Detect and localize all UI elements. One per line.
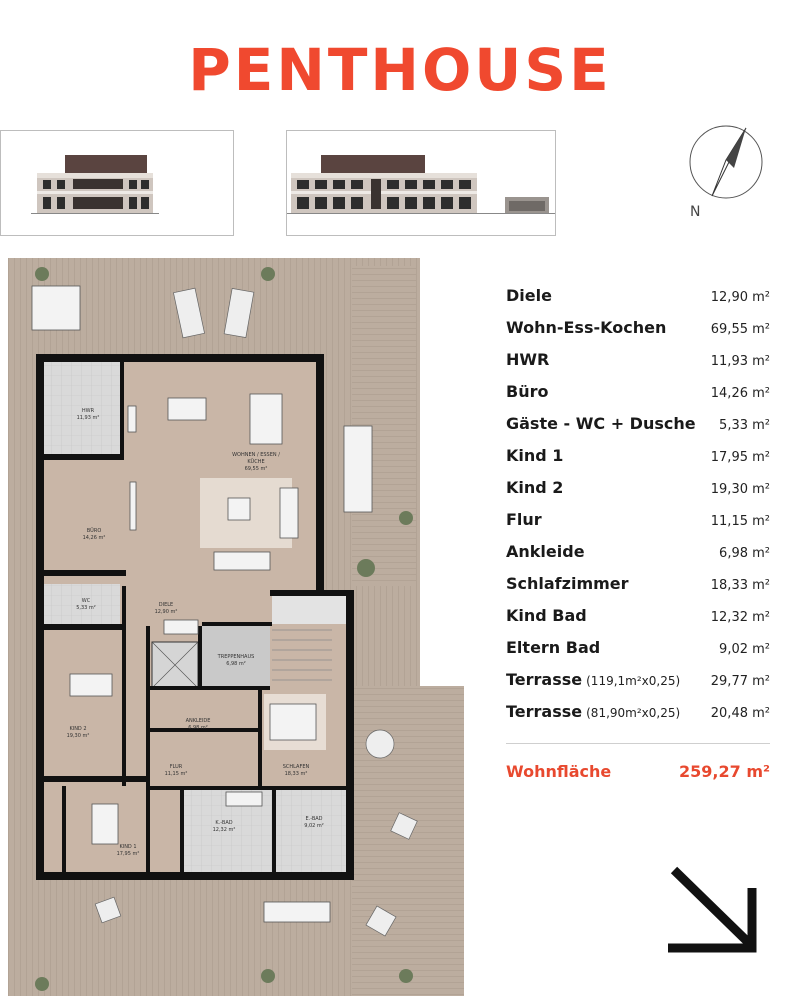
plan-label-wc: WC bbox=[81, 598, 91, 604]
plan-area-kind2: 19,30 m² bbox=[66, 733, 90, 739]
room-label: Kind Bad bbox=[506, 606, 587, 625]
plan-label-kind1: KIND 1 bbox=[119, 844, 137, 850]
plan-area-wc: 5,33 m² bbox=[76, 605, 96, 611]
total-label: Wohnfläche bbox=[506, 762, 612, 781]
arrow-down-right-icon bbox=[664, 862, 768, 958]
room-label: Schlafzimmer bbox=[506, 574, 629, 593]
table-divider bbox=[506, 743, 770, 744]
plan-label-diele: DIELE bbox=[158, 602, 174, 608]
plan-area-schlafen: 18,33 m² bbox=[284, 771, 308, 777]
total-row bbox=[506, 762, 770, 781]
total-value: 259,27 m² bbox=[679, 762, 770, 781]
area-row bbox=[506, 286, 770, 314]
room-area: 12,32 m² bbox=[710, 610, 770, 625]
room-label: Wohn-Ess-Kochen bbox=[506, 318, 667, 337]
plan-label-treppen: TREPPENHAUS bbox=[217, 654, 255, 660]
plan-label-flur: FLUR bbox=[169, 764, 183, 770]
room-area: 19,30 m² bbox=[710, 482, 770, 497]
elevation-view-south bbox=[286, 130, 556, 236]
plan-label-ankleide: ANKLEIDE bbox=[185, 718, 211, 724]
room-area: 12,90 m² bbox=[710, 290, 770, 305]
room-label: Ankleide bbox=[506, 542, 585, 561]
room-area: 29,77 m² bbox=[710, 674, 770, 689]
area-row bbox=[506, 446, 770, 474]
room-area: 9,02 m² bbox=[719, 642, 770, 657]
plan-label-schlafen: SCHLAFEN bbox=[282, 764, 310, 770]
floor-plan bbox=[2, 256, 470, 1000]
plan-area-treppen: 6,98 m² bbox=[226, 661, 246, 667]
area-row bbox=[506, 606, 770, 634]
area-row bbox=[506, 478, 770, 506]
plan-area-kbad: 12,32 m² bbox=[212, 827, 236, 833]
area-row bbox=[506, 670, 770, 698]
compass-north-label: N bbox=[690, 204, 701, 220]
area-row bbox=[506, 414, 770, 442]
plan-area-kind1: 17,95 m² bbox=[116, 851, 140, 857]
plan-area-hwr: 11,93 m² bbox=[76, 415, 100, 421]
room-area: 11,93 m² bbox=[710, 354, 770, 369]
room-area: 69,55 m² bbox=[710, 322, 770, 337]
room-detail: (81,90m²x0,25) bbox=[586, 706, 681, 720]
room-label: Terrasse (119,1m²x0,25) bbox=[506, 670, 681, 689]
area-row bbox=[506, 510, 770, 538]
plan-label-ebad: E.-BAD bbox=[305, 816, 323, 822]
page-title: PENTHOUSE bbox=[188, 36, 612, 104]
room-area: 14,26 m² bbox=[710, 386, 770, 401]
area-row bbox=[506, 638, 770, 666]
room-area: 20,48 m² bbox=[710, 706, 770, 721]
room-label: Terrasse (81,90m²x0,25) bbox=[506, 702, 681, 721]
plan-label-wohnen: WOHNEN / ESSEN / bbox=[232, 452, 280, 458]
area-row bbox=[506, 382, 770, 410]
room-label: Gäste - WC + Dusche bbox=[506, 414, 696, 433]
room-detail: (119,1m²x0,25) bbox=[586, 674, 681, 688]
room-area: 6,98 m² bbox=[719, 546, 770, 561]
area-row bbox=[506, 542, 770, 570]
room-label: Flur bbox=[506, 510, 542, 529]
plan-area-buro: 14,26 m² bbox=[82, 535, 106, 541]
plan-label-buro: BÜRO bbox=[86, 528, 102, 534]
plan-area-diele: 12,90 m² bbox=[154, 609, 178, 615]
plan-label-kbad: K.-BAD bbox=[215, 820, 233, 826]
room-label: Eltern Bad bbox=[506, 638, 601, 657]
room-label: Büro bbox=[506, 382, 549, 401]
room-label: Diele bbox=[506, 286, 552, 305]
north-compass-icon bbox=[676, 120, 772, 220]
plan-label-kuche: KÜCHE bbox=[247, 459, 265, 465]
plan-area-flur: 11,15 m² bbox=[164, 771, 188, 777]
plan-area-ebad: 9,02 m² bbox=[304, 823, 324, 829]
room-area: 17,95 m² bbox=[710, 450, 770, 465]
area-row bbox=[506, 350, 770, 378]
area-row bbox=[506, 702, 770, 730]
area-row bbox=[506, 318, 770, 346]
room-area: 11,15 m² bbox=[710, 514, 770, 529]
room-area: 5,33 m² bbox=[719, 418, 770, 433]
plan-label-hwr: HWR bbox=[81, 408, 95, 414]
room-label: HWR bbox=[506, 350, 550, 369]
plan-label-kind2: KIND 2 bbox=[69, 726, 87, 732]
plan-area-ankleide: 6,98 m² bbox=[188, 725, 208, 731]
area-row bbox=[506, 574, 770, 602]
room-label: Kind 1 bbox=[506, 446, 564, 465]
plan-area-wohnen: 69,55 m² bbox=[244, 466, 268, 472]
room-area: 18,33 m² bbox=[710, 578, 770, 593]
room-label: Kind 2 bbox=[506, 478, 564, 497]
elevation-view-west bbox=[0, 130, 234, 236]
